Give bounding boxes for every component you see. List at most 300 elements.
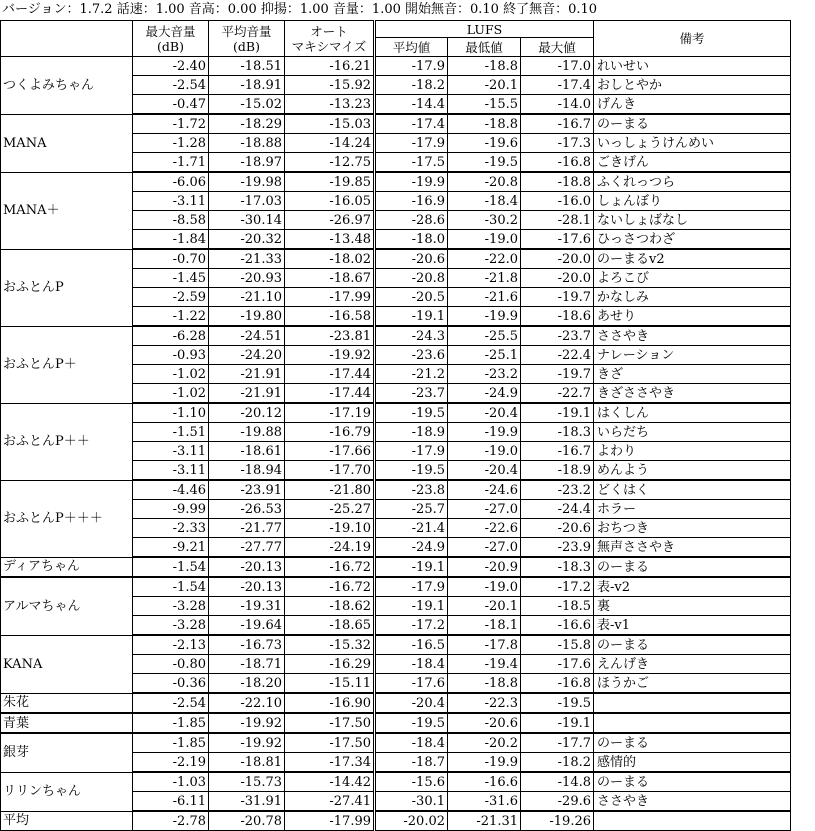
max-volume-cell: -9.99 (133, 500, 209, 519)
max-volume-cell: -0.93 (133, 346, 209, 365)
auto-maximize-cell: -13.23 (285, 95, 375, 115)
max-volume-cell: -1.51 (133, 423, 209, 442)
max-volume-cell: -1.71 (133, 153, 209, 173)
lufs-avg-cell: -15.6 (375, 772, 448, 792)
max-volume-cell: -3.28 (133, 597, 209, 616)
lufs-avg-cell: -17.5 (375, 153, 448, 173)
max-volume-cell: -1.10 (133, 403, 209, 423)
avg-volume-cell: -18.20 (209, 674, 285, 694)
max-volume-cell: -2.54 (133, 693, 209, 713)
lufs-avg-cell: -18.0 (375, 230, 448, 250)
note-cell: のーまるv2 (594, 249, 791, 269)
lufs-max-cell: -18.3 (521, 423, 594, 442)
lufs-avg-cell: -23.8 (375, 480, 448, 500)
lufs-min-cell: -16.6 (448, 772, 521, 792)
lufs-min-cell: -25.1 (448, 346, 521, 365)
note-cell (594, 693, 791, 713)
lufs-avg-cell: -18.4 (375, 655, 448, 674)
max-volume-cell: -3.11 (133, 461, 209, 481)
lufs-max-cell: -19.1 (521, 713, 594, 733)
lufs-avg-cell: -17.4 (375, 114, 448, 134)
lufs-max-cell: -18.5 (521, 597, 594, 616)
lufs-avg-cell: -30.1 (375, 792, 448, 812)
max-volume-cell: -1.85 (133, 713, 209, 733)
lufs-avg-cell: -17.9 (375, 577, 448, 597)
table-row (1, 172, 791, 192)
max-volume-cell: -1.54 (133, 577, 209, 597)
auto-maximize-cell: -17.50 (285, 733, 375, 753)
lufs-min-cell: -19.0 (448, 442, 521, 461)
header-max-volume (133, 21, 209, 57)
note-cell: よわり (594, 442, 791, 461)
max-volume-cell: -2.13 (133, 635, 209, 655)
table-body (1, 57, 791, 831)
auto-maximize-cell: -16.05 (285, 192, 375, 211)
note-cell: おしとやか (594, 76, 791, 95)
header-auto-maximize (285, 21, 375, 57)
lufs-max-cell: -14.0 (521, 95, 594, 115)
lufs-avg-cell: -17.9 (375, 442, 448, 461)
note-cell: ないしょばなし (594, 211, 791, 230)
lufs-min-cell: -24.9 (448, 384, 521, 404)
lufs-avg-cell: -19.1 (375, 597, 448, 616)
avg-volume-cell: -18.88 (209, 134, 285, 153)
table-row (1, 713, 791, 733)
group-name: 朱花 (1, 693, 133, 713)
avg-volume-cell: -31.91 (209, 792, 285, 812)
note-cell: のーまる (594, 114, 791, 134)
avg-volume-cell: -21.33 (209, 249, 285, 269)
header-max-volume-label: 最大音量 (145, 23, 196, 39)
lufs-min-cell: -15.5 (448, 95, 521, 115)
average-row (1, 811, 791, 831)
table-row (1, 557, 791, 577)
lufs-avg-cell: -14.4 (375, 95, 448, 115)
avg-volume-cell: -20.13 (209, 557, 285, 577)
lufs-avg-cell: -21.4 (375, 519, 448, 538)
max-volume-cell: -2.33 (133, 519, 209, 538)
lufs-max-cell: -23.7 (521, 326, 594, 346)
lufs-min-cell: -19.6 (448, 134, 521, 153)
header-lufs-min: 最低値 (448, 38, 521, 57)
table-row (1, 326, 791, 346)
group-name: おふとんP (1, 249, 133, 326)
note-cell: 表-v1 (594, 616, 791, 636)
note-cell: はくしん (594, 403, 791, 423)
max-volume-cell: -3.11 (133, 192, 209, 211)
lufs-max-cell: -16.8 (521, 674, 594, 694)
avg-volume-cell: -19.88 (209, 423, 285, 442)
auto-maximize-cell: -16.72 (285, 577, 375, 597)
avg-volume-cell: -26.53 (209, 500, 285, 519)
header-note: 備考 (594, 21, 791, 57)
avg-volume-cell: -30.14 (209, 211, 285, 230)
version-settings-caption: バージョン：1.7.2 話速：1.00 音高：0.00 抑揚：1.00 音量：1.00 開始無音：0.10 終了無音：0.10 (2, 2, 598, 17)
lufs-max-cell: -18.3 (521, 557, 594, 577)
table-row (1, 693, 791, 713)
auto-maximize-cell: -18.67 (285, 269, 375, 288)
lufs-avg-cell: -20.8 (375, 269, 448, 288)
lufs-max-cell: -19.1 (521, 403, 594, 423)
max-volume-cell: -8.58 (133, 211, 209, 230)
note-cell: ほうかご (594, 674, 791, 694)
lufs-min-cell: -27.0 (448, 500, 521, 519)
auto-maximize-cell: -12.75 (285, 153, 375, 173)
header-name-cell (1, 21, 133, 57)
lufs-min-cell: -17.8 (448, 635, 521, 655)
lufs-avg-cell: -16.5 (375, 635, 448, 655)
note-cell: のーまる (594, 733, 791, 753)
note-cell: げんき (594, 95, 791, 115)
auto-maximize-cell: -15.32 (285, 635, 375, 655)
lufs-max-cell: -14.8 (521, 772, 594, 792)
lufs-max-cell: -23.2 (521, 480, 594, 500)
auto-maximize-cell: -16.58 (285, 307, 375, 327)
avg-volume-cell: -18.94 (209, 461, 285, 481)
lufs-max-cell: -17.2 (521, 577, 594, 597)
header-lufs-avg: 平均値 (375, 38, 448, 57)
note-cell: ごきげん (594, 153, 791, 173)
note-cell: 感情的 (594, 753, 791, 773)
lufs-max-cell: -20.0 (521, 249, 594, 269)
note-cell: のーまる (594, 557, 791, 577)
lufs-max-cell: -19.7 (521, 288, 594, 307)
lufs-min-cell: -20.1 (448, 76, 521, 95)
lufs-max-cell: -19.5 (521, 693, 594, 713)
group-name: 青葉 (1, 713, 133, 733)
lufs-min-cell: -27.0 (448, 538, 521, 558)
auto-maximize-cell: -15.11 (285, 674, 375, 694)
lufs-max-cell: -17.7 (521, 733, 594, 753)
lufs-min-cell: -20.1 (448, 597, 521, 616)
table-row (1, 635, 791, 655)
lufs-avg-cell: -17.9 (375, 134, 448, 153)
lufs-avg-cell: -17.6 (375, 674, 448, 694)
note-cell: いらだち (594, 423, 791, 442)
avg-volume-cell: -19.31 (209, 597, 285, 616)
lufs-max-cell: -16.6 (521, 616, 594, 636)
note-cell: ふくれっつら (594, 172, 791, 192)
header-avg-volume-label: 平均音量 (221, 23, 272, 39)
avg-volume-cell: -18.91 (209, 76, 285, 95)
avg-volume-cell: -20.12 (209, 403, 285, 423)
note-cell: どくはく (594, 480, 791, 500)
header-auto-maximize-line1: オート (310, 23, 348, 39)
note-cell: ささやき (594, 792, 791, 812)
avg-volume-cell: -18.71 (209, 655, 285, 674)
lufs-min-cell: -18.8 (448, 114, 521, 134)
note-cell: かなしみ (594, 288, 791, 307)
lufs-min-cell: -22.6 (448, 519, 521, 538)
avg-volume-cell: -21.77 (209, 519, 285, 538)
auto-maximize-cell: -17.19 (285, 403, 375, 423)
lufs-max-cell: -24.4 (521, 500, 594, 519)
max-volume-cell: -6.06 (133, 172, 209, 192)
table-row (1, 249, 791, 269)
group-name: つくよみちゃん (1, 57, 133, 115)
lufs-min-cell: -20.4 (448, 403, 521, 423)
table-row (1, 577, 791, 597)
header-max-volume-unit: (dB) (157, 38, 184, 54)
lufs-avg-cell: -23.7 (375, 384, 448, 404)
note-cell: 無声ささやき (594, 538, 791, 558)
lufs-avg-cell: -18.2 (375, 76, 448, 95)
note-cell: きざささやき (594, 384, 791, 404)
avg-volume-cell: -19.92 (209, 733, 285, 753)
note-cell: おちつき (594, 519, 791, 538)
max-volume-cell: -1.03 (133, 772, 209, 792)
lufs-max-cell: -18.2 (521, 753, 594, 773)
lufs-min-cell: -19.4 (448, 655, 521, 674)
lufs-min-cell: -20.6 (448, 713, 521, 733)
lufs-avg-cell: -21.2 (375, 365, 448, 384)
auto-maximize-cell: -26.97 (285, 211, 375, 230)
lufs-avg-cell: -20.4 (375, 693, 448, 713)
lufs-avg-cell: -24.9 (375, 538, 448, 558)
lufs-avg-cell: -19.5 (375, 461, 448, 481)
lufs-max-cell: -17.6 (521, 230, 594, 250)
group-name: リリンちゃん (1, 772, 133, 811)
lufs-avg-cell: -24.3 (375, 326, 448, 346)
avg-volume-cell: -21.91 (209, 365, 285, 384)
header-lufs: LUFS (375, 21, 594, 38)
avg-volume-cell: -17.03 (209, 192, 285, 211)
max-volume-cell: -3.11 (133, 442, 209, 461)
lufs-avg-cell: -17.9 (375, 57, 448, 76)
lufs-max-cell: -18.6 (521, 307, 594, 327)
avg-volume-cell: -18.61 (209, 442, 285, 461)
auto-maximize-cell: -17.70 (285, 461, 375, 481)
lufs-min-cell: -21.8 (448, 269, 521, 288)
lufs-min-cell: -19.0 (448, 577, 521, 597)
lufs-avg-cell: -19.1 (375, 557, 448, 577)
lufs-min-cell: -18.1 (448, 616, 521, 636)
note-cell: のーまる (594, 635, 791, 655)
auto-maximize-cell: -16.72 (285, 557, 375, 577)
max-volume-cell: -2.59 (133, 288, 209, 307)
header-avg-volume-unit: (dB) (233, 38, 260, 54)
auto-maximize-cell: -16.90 (285, 693, 375, 713)
max-volume-cell: -0.70 (133, 249, 209, 269)
auto-maximize-cell: -14.24 (285, 134, 375, 153)
lufs-min-cell: -18.4 (448, 192, 521, 211)
note-cell: めんよう (594, 461, 791, 481)
auto-maximize-cell: -16.79 (285, 423, 375, 442)
group-name: MANA (1, 114, 133, 172)
lufs-min-cell: -20.4 (448, 461, 521, 481)
lufs-max-cell: -23.9 (521, 538, 594, 558)
avg-volume-cell: -20.13 (209, 577, 285, 597)
lufs-max-cell: -16.7 (521, 442, 594, 461)
group-name: おふとんP＋＋＋ (1, 480, 133, 557)
avg-volume-cell: -15.73 (209, 772, 285, 792)
lufs-max-cell: -17.3 (521, 134, 594, 153)
max-volume-cell: -1.02 (133, 384, 209, 404)
avg-volume-cell: -21.91 (209, 384, 285, 404)
group-name: おふとんP＋ (1, 326, 133, 403)
auto-maximize-cell: -17.99 (285, 288, 375, 307)
max-volume-cell: -0.80 (133, 655, 209, 674)
lufs-max-cell: -19.7 (521, 365, 594, 384)
auto-maximize-cell: -21.80 (285, 480, 375, 500)
avg-volume-cell: -22.10 (209, 693, 285, 713)
note-cell: いっしょうけんめい (594, 134, 791, 153)
lufs-avg-cell: -20.5 (375, 288, 448, 307)
lufs-avg-cell: -19.5 (375, 713, 448, 733)
lufs-min-cell: -21.6 (448, 288, 521, 307)
lufs-min-cell: -19.5 (448, 153, 521, 173)
lufs-min-cell: -20.8 (448, 172, 521, 192)
table-row (1, 403, 791, 423)
lufs-min-cell: -18.8 (448, 57, 521, 76)
auto-maximize-cell: -15.03 (285, 114, 375, 134)
table-row (1, 57, 791, 76)
max-volume-cell: -2.40 (133, 57, 209, 76)
lufs-max-cell: -22.4 (521, 346, 594, 365)
lufs-avg-cell: -18.7 (375, 753, 448, 773)
note-cell: よろこび (594, 269, 791, 288)
max-volume-cell: -2.54 (133, 76, 209, 95)
note-cell: ささやき (594, 326, 791, 346)
avg-volume-cell: -19.64 (209, 616, 285, 636)
lufs-avg-cell: -19.5 (375, 403, 448, 423)
lufs-max-cell: -15.8 (521, 635, 594, 655)
average-label: 平均 (1, 811, 133, 831)
auto-maximize-cell: -18.02 (285, 249, 375, 269)
avg-volume-cell: -27.77 (209, 538, 285, 558)
lufs-avg-cell: -20.6 (375, 249, 448, 269)
lufs-min-cell: -19.9 (448, 753, 521, 773)
max-volume-cell: -1.22 (133, 307, 209, 327)
lufs-avg-cell: -28.6 (375, 211, 448, 230)
max-volume-cell: -0.47 (133, 95, 209, 115)
max-volume-cell: -1.45 (133, 269, 209, 288)
max-volume-cell: -3.28 (133, 616, 209, 636)
avg-volume-cell: -15.02 (209, 95, 285, 115)
average-note (594, 811, 791, 831)
auto-maximize-cell: -14.42 (285, 772, 375, 792)
lufs-min-cell: -25.5 (448, 326, 521, 346)
auto-maximize-cell: -19.92 (285, 346, 375, 365)
lufs-min-cell: -23.2 (448, 365, 521, 384)
note-cell: 表-v2 (594, 577, 791, 597)
lufs-min-cell: -30.2 (448, 211, 521, 230)
note-cell: ひっさつわざ (594, 230, 791, 250)
header-avg-volume (209, 21, 285, 57)
avg-volume-cell: -24.51 (209, 326, 285, 346)
lufs-max-cell: -20.6 (521, 519, 594, 538)
auto-maximize-cell: -15.92 (285, 76, 375, 95)
note-cell: のーまる (594, 772, 791, 792)
auto-maximize-cell: -19.10 (285, 519, 375, 538)
avg-volume-cell: -16.73 (209, 635, 285, 655)
lufs-min-cell: -22.0 (448, 249, 521, 269)
lufs-max-cell: -29.6 (521, 792, 594, 812)
lufs-min-cell: -31.6 (448, 792, 521, 812)
lufs-max-cell: -20.0 (521, 269, 594, 288)
lufs-max-cell: -28.1 (521, 211, 594, 230)
avg-volume-cell: -20.93 (209, 269, 285, 288)
max-volume-cell: -2.19 (133, 753, 209, 773)
max-volume-cell: -1.85 (133, 733, 209, 753)
auto-maximize-cell: -17.66 (285, 442, 375, 461)
lufs-min-cell: -20.2 (448, 733, 521, 753)
table-row (1, 114, 791, 134)
max-volume-cell: -1.54 (133, 557, 209, 577)
note-cell: しょんぼり (594, 192, 791, 211)
auto-maximize-cell: -13.48 (285, 230, 375, 250)
lufs-min-cell: -19.0 (448, 230, 521, 250)
average-lufs-min: -21.31 (448, 811, 521, 831)
lufs-max-cell: -16.7 (521, 114, 594, 134)
table-row (1, 480, 791, 500)
max-volume-cell: -6.28 (133, 326, 209, 346)
auto-maximize-cell: -24.19 (285, 538, 375, 558)
avg-volume-cell: -24.20 (209, 346, 285, 365)
note-cell: あせり (594, 307, 791, 327)
lufs-max-cell: -16.0 (521, 192, 594, 211)
note-cell: ホラー (594, 500, 791, 519)
group-name: ディアちゃん (1, 557, 133, 577)
lufs-avg-cell: -19.9 (375, 172, 448, 192)
note-cell: れいせい (594, 57, 791, 76)
average-max-volume: -2.78 (133, 811, 209, 831)
table-row (1, 733, 791, 753)
group-name: アルマちゃん (1, 577, 133, 635)
auto-maximize-cell: -18.62 (285, 597, 375, 616)
lufs-min-cell: -22.3 (448, 693, 521, 713)
header-row-1 (1, 21, 791, 38)
lufs-min-cell: -19.9 (448, 423, 521, 442)
table-row (1, 772, 791, 792)
note-cell: えんげき (594, 655, 791, 674)
lufs-max-cell: -17.6 (521, 655, 594, 674)
header-lufs-max: 最大値 (521, 38, 594, 57)
avg-volume-cell: -18.97 (209, 153, 285, 173)
avg-volume-cell: -23.91 (209, 480, 285, 500)
avg-volume-cell: -20.32 (209, 230, 285, 250)
note-cell: 裏 (594, 597, 791, 616)
max-volume-cell: -1.28 (133, 134, 209, 153)
lufs-max-cell: -22.7 (521, 384, 594, 404)
auto-maximize-cell: -17.44 (285, 384, 375, 404)
average-lufs-avg: -20.02 (375, 811, 448, 831)
avg-volume-cell: -19.98 (209, 172, 285, 192)
auto-maximize-cell: -17.50 (285, 713, 375, 733)
lufs-max-cell: -18.8 (521, 172, 594, 192)
lufs-avg-cell: -18.4 (375, 733, 448, 753)
max-volume-cell: -4.46 (133, 480, 209, 500)
avg-volume-cell: -18.81 (209, 753, 285, 773)
auto-maximize-cell: -16.21 (285, 57, 375, 76)
lufs-avg-cell: -17.2 (375, 616, 448, 636)
auto-maximize-cell: -16.29 (285, 655, 375, 674)
auto-maximize-cell: -25.27 (285, 500, 375, 519)
lufs-avg-cell: -16.9 (375, 192, 448, 211)
auto-maximize-cell: -17.44 (285, 365, 375, 384)
avg-volume-cell: -19.92 (209, 713, 285, 733)
average-auto-maximize: -17.99 (285, 811, 375, 831)
avg-volume-cell: -21.10 (209, 288, 285, 307)
auto-maximize-cell: -18.65 (285, 616, 375, 636)
lufs-min-cell: -19.9 (448, 307, 521, 327)
lufs-min-cell: -18.8 (448, 674, 521, 694)
group-name: KANA (1, 635, 133, 693)
average-avg-volume: -20.78 (209, 811, 285, 831)
lufs-min-cell: -24.6 (448, 480, 521, 500)
lufs-max-cell: -18.9 (521, 461, 594, 481)
header-auto-maximize-line2: マキシマイズ (291, 38, 367, 54)
